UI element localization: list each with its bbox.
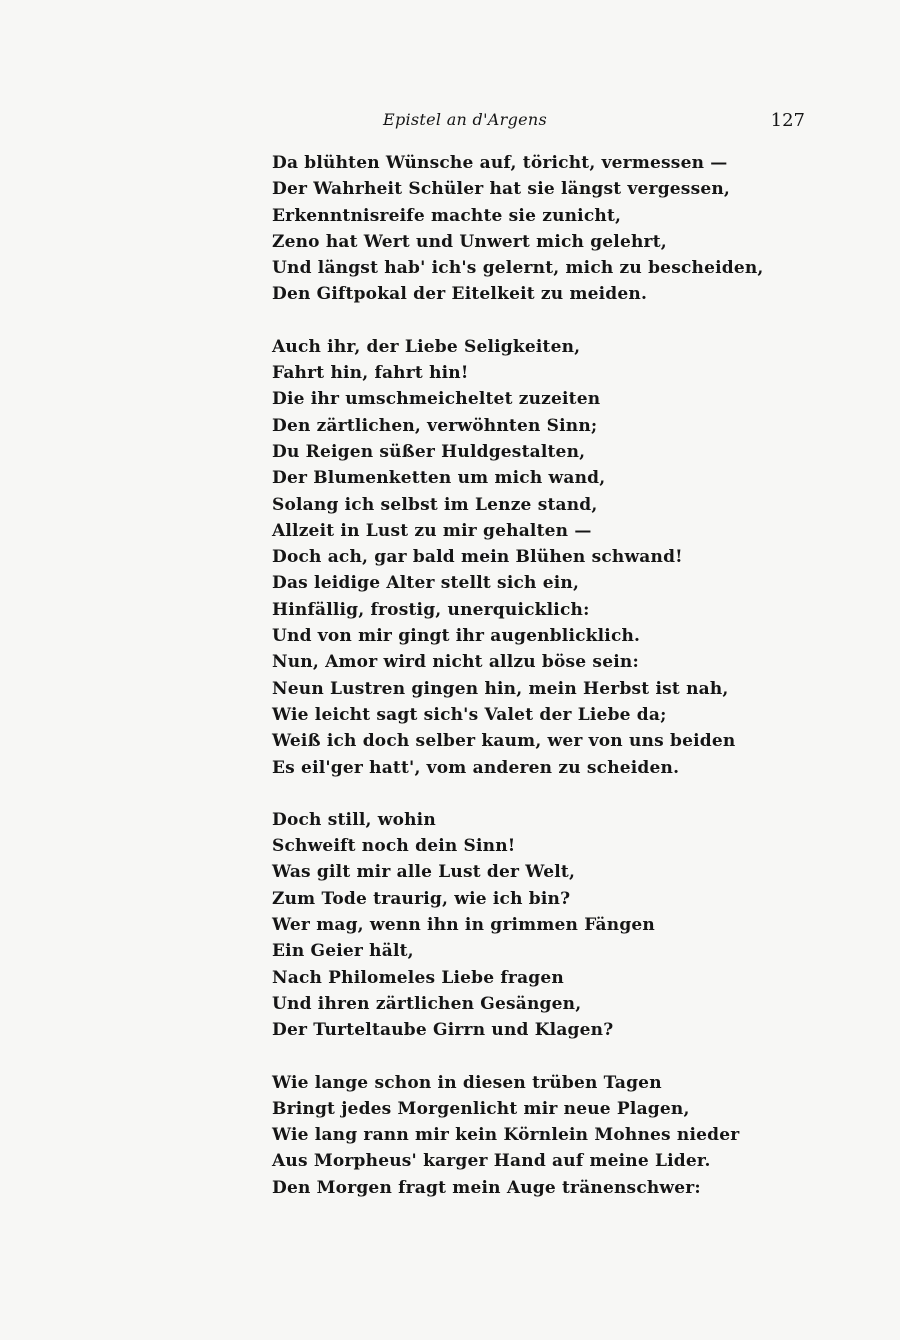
verse-line: Den Giftpokal der Eitelkeit zu meiden. — [272, 284, 648, 305]
verse-line: Der Turteltaube Girrn und Klagen? — [272, 1020, 614, 1041]
verse-line: Allzeit in Lust zu mir gehalten — — [272, 520, 592, 541]
verse-line: Solang ich selbst im Lenze stand, — [272, 494, 598, 515]
stanza-2 — [272, 334, 872, 781]
verse-line: Der Wahrheit Schüler hat sie längst vergessen, — [272, 179, 731, 200]
verse-line: Zeno hat Wert und Unwert mich gelehrt, — [272, 231, 667, 252]
verse-line: Wer mag, wenn ihn in grimmen Fängen — [272, 915, 655, 936]
verse-line: Fahrt hin, fahrt hin! — [272, 363, 469, 384]
verse-line: Zum Tode traurig, wie ich bin? — [272, 888, 571, 909]
verse-line: Das leidige Alter stellt sich ein, — [272, 573, 580, 594]
verse-line: Wie leicht sagt sich's Valet der Liebe da; — [272, 704, 667, 725]
verse-line: Doch still, wohin — [272, 809, 436, 830]
verse-line: Doch ach, gar bald mein Blühen schwand! — [272, 547, 683, 568]
verse-line: Was gilt mir alle Lust der Welt, — [272, 862, 576, 883]
verse-line: Wie lange schon in diesen trüben Tagen — [272, 1072, 662, 1093]
verse-line: Neun Lustren gingen hin, mein Herbst ist nah, — [272, 678, 729, 699]
verse-line: Es eil'ger hatt', vom anderen zu scheiden. — [272, 757, 680, 778]
verse-line: Schweift noch dein Sinn! — [272, 836, 516, 857]
verse-line: Ein Geier hält, — [272, 941, 414, 962]
verse-line: Und von mir gingt ihr augenblicklich. — [272, 626, 641, 647]
verse-line: Aus Morpheus' karger Hand auf meine Lider. — [272, 1151, 711, 1172]
verse-line: Der Blumenketten um mich wand, — [272, 468, 606, 489]
stanza-4 — [272, 1070, 872, 1201]
verse-line: Du Reigen süßer Huldgestalten, — [272, 441, 586, 462]
poem-text — [272, 150, 872, 1227]
verse-line: Den zärtlichen, verwöhnten Sinn; — [272, 415, 598, 436]
verse-line: Wie lang rann mir kein Körnlein Mohnes nieder — [272, 1125, 740, 1146]
verse-line: Auch ihr, der Liebe Seligkeiten, — [272, 336, 581, 357]
verse-line: Und ihren zärtlichen Gesängen, — [272, 993, 582, 1014]
running-title: Epistel an d'Argens — [382, 110, 548, 129]
verse-line: Weiß ich doch selber kaum, wer von uns beiden — [272, 731, 736, 752]
stanza-1 — [272, 150, 872, 308]
running-head — [0, 110, 900, 140]
verse-line: Nach Philomeles Liebe fragen — [272, 967, 564, 988]
verse-line: Und längst hab' ich's gelernt, mich zu bescheiden, — [272, 258, 764, 279]
page-number: 127 — [770, 110, 805, 131]
verse-line: Bringt jedes Morgenlicht mir neue Plagen, — [272, 1098, 690, 1119]
stanza-3 — [272, 807, 872, 1044]
verse-line: Die ihr umschmeicheltet zuzeiten — [272, 389, 601, 410]
verse-line: Da blühten Wünsche auf, töricht, vermessen — — [272, 153, 728, 173]
verse-line: Nun, Amor wird nicht allzu böse sein: — [272, 652, 639, 673]
verse-line: Hinfällig, frostig, unerquicklich: — [272, 599, 590, 620]
verse-line: Den Morgen fragt mein Auge tränenschwer: — [272, 1177, 701, 1198]
verse-line: Erkenntnisreife machte sie zunicht, — [272, 205, 622, 226]
